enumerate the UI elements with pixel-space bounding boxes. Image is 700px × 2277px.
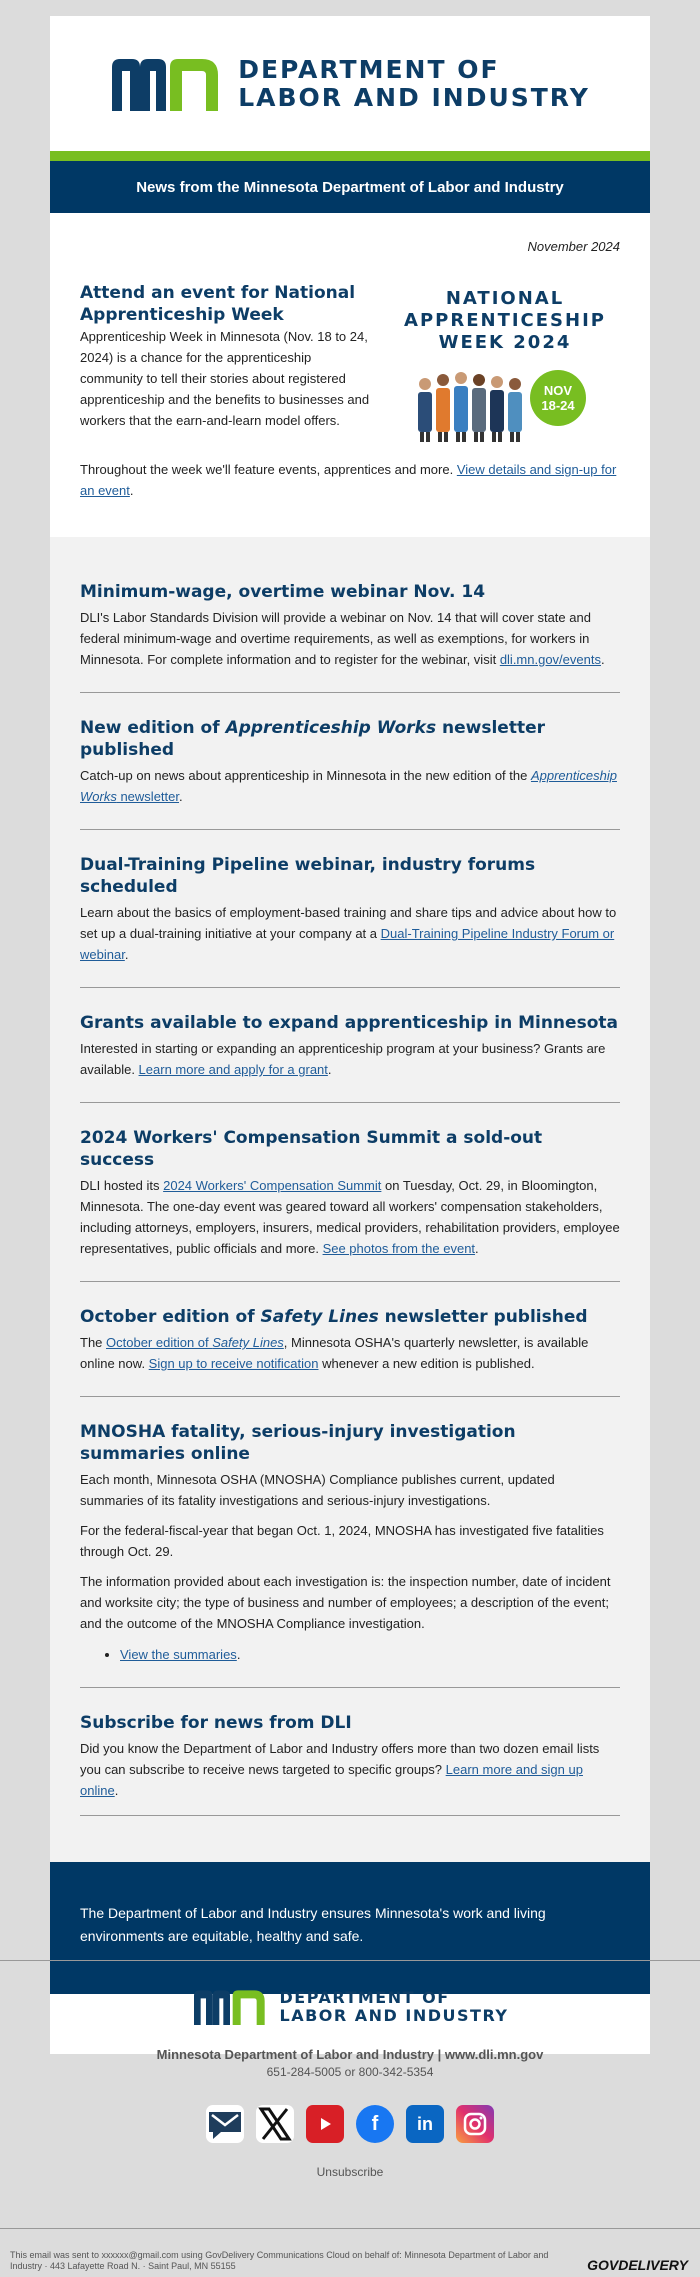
logo-line-1: DEPARTMENT OF xyxy=(238,54,500,84)
issue-date: November 2024 xyxy=(527,239,620,254)
list-item: • View the summaries. xyxy=(120,1644,620,1665)
mn-logo-icon xyxy=(110,57,222,111)
grant-apply-link[interactable]: Learn more and apply for a grant xyxy=(138,1062,328,1077)
wage-title: Minimum-wage, overtime webinar Nov. 14 xyxy=(80,582,486,602)
wage-webinar-section: Minimum-wage, overtime webinar Nov. 14 DLI's Labor Standards Division will provide a webinar on Nov. 14 that will cover state and federal minimum-wage and overtime requirements, as well as exemptions, for workers in Minnesota. For complete information and to register for the webinar, visit dli.mn.gov/events. xyxy=(80,581,620,693)
linkedin-icon[interactable]: in xyxy=(406,2105,444,2143)
mission-statement: The Department of Labor and Industry ensures Minnesota's work and living environments are equitable, healthy and safe. xyxy=(50,1826,650,1994)
apprenticeship-week-graphic xyxy=(400,288,610,448)
aw-newsletter-link[interactable]: Apprenticeship Works newsletter xyxy=(80,768,617,804)
safety-lines-link[interactable]: October edition of Safety Lines xyxy=(106,1335,284,1350)
grants-title: Grants available to expand apprenticeship in Minnesota xyxy=(80,1013,618,1033)
notification-signup-link[interactable]: Sign up to receive notification xyxy=(148,1356,319,1371)
email-icon[interactable] xyxy=(206,2105,244,2143)
footer-logo-line-2: LABOR AND INDUSTRY xyxy=(279,2006,509,2025)
graphic-line-1: NATIONAL xyxy=(445,288,565,309)
footer xyxy=(0,1960,700,2179)
apprentices-illustration-icon xyxy=(410,364,530,444)
summit-section: 2024 Workers' Compensation Summit a sold-out success DLI hosted its 2024 Workers' Compensation Summit on Tuesday, Oct. 29, in Bloomington, Minnesota. The one-day event was geared toward all workers' compensation stakeholders, including attorneys, employers, insurers, medical providers, rehabilitation providers, employee representatives, public officials and more. See photos from the event. xyxy=(80,1127,620,1282)
mnosha-p1: Each month, Minnesota OSHA (MNOSHA) Compliance publishes current, updated summaries of its fatality investigations and serious-injury investigations. xyxy=(80,1472,555,1508)
apprenticeship-works-section: New edition of Apprenticeship Works newsletter published Catch-up on news about apprenticeship in Minnesota in the new edition of the Apprenticeship Works newsletter. xyxy=(80,717,620,830)
dual-training-section: Dual-Training Pipeline webinar, industry forums scheduled Learn about the basics of employment-based training and share tips and advice about how to set up a dual-training initiative at your company at a Dual-Training Pipeline Industry Forum or webinar. xyxy=(80,854,620,988)
graphic-line-2: APPRENTICESHIP xyxy=(404,310,606,331)
mnosha-p2: For the federal-fiscal-year that began Oct. 1, 2024, MNOSHA has investigated five fatalities through Oct. 29. xyxy=(80,1523,604,1559)
dual-title: Dual-Training Pipeline webinar, industry forums scheduled xyxy=(80,855,536,897)
subscribe-link[interactable]: Learn more and sign up online xyxy=(80,1762,583,1798)
footer-phone: 651-284-5005 or 800-342-5354 xyxy=(266,2065,434,2079)
facebook-icon[interactable]: f xyxy=(356,2105,394,2143)
aw-title: New edition of Apprenticeship Works newsletter published xyxy=(80,718,545,760)
mnosha-section xyxy=(80,1421,620,1688)
subscribe-section: Subscribe for news from DLI Did you know the Department of Labor and Industry offers more than two dozen email lists you can subscribe to receive news targeted to specific groups? Learn more and sign up online. xyxy=(80,1712,620,1816)
subscribe-title: Subscribe for news from DLI xyxy=(80,1713,352,1733)
footer-org: Minnesota Department of Labor and Industry | www.dli.mn.gov xyxy=(156,2047,544,2062)
graphic-heading xyxy=(400,288,610,354)
graphic-line-3: WEEK 2024 xyxy=(438,332,572,353)
social-links xyxy=(0,2105,700,2143)
legal-notice: This email was sent to xxxxxx@gmail.com using GovDelivery Communications Cloud on behalf of: Minnesota Department of Labor and Industry · 443 Lafayette Road N. · Saint Paul, MN 55155 xyxy=(10,2250,549,2271)
mn-logo-icon xyxy=(192,1989,268,2025)
department-name xyxy=(238,56,590,112)
banner: News from the Minnesota Department of Labor and Industry xyxy=(50,161,650,213)
safety-title: October edition of Safety Lines newsletter published xyxy=(80,1307,588,1327)
green-divider xyxy=(50,151,650,161)
instagram-icon[interactable] xyxy=(456,2105,494,2143)
apprenticeship-body: Apprenticeship Week in Minnesota (Nov. 18 to 24, 2024) is a chance for the apprenticeship community to tell their stories about registered apprenticeship and the benefits to businesses and workers that the earn-and-learn model offers. xyxy=(80,329,370,428)
apprenticeship-feature xyxy=(50,254,650,459)
mnosha-title: MNOSHA fatality, serious-injury investigation summaries online xyxy=(80,1422,516,1464)
x-twitter-icon[interactable] xyxy=(256,2105,294,2143)
news-sections xyxy=(50,537,650,1826)
event-signup-link[interactable]: View details and sign-up for an event xyxy=(80,462,617,498)
mnosha-p3: The information provided about each investigation is: the inspection number, date of incident and worksite city; the type of business and number of employees; a description of the event; and the outcome of the MNOSHA Compliance investigation. xyxy=(80,1574,611,1631)
badge-month: NOV xyxy=(543,383,573,398)
govdelivery-logo[interactable]: GOVDELIVERY xyxy=(587,2257,688,2273)
events-link[interactable]: dli.mn.gov/events xyxy=(499,652,601,667)
safety-lines-section: October edition of Safety Lines newsletter published The October edition of Safety Lines, Minnesota OSHA's quarterly newsletter, is available online now. Sign up to receive notification whenever a new edition is published. xyxy=(80,1306,620,1397)
badge-days: 18-24 xyxy=(541,398,575,413)
summit-link[interactable]: 2024 Workers' Compensation Summit xyxy=(163,1178,382,1193)
footer-logo-line-1: DEPARTMENT OF xyxy=(279,1988,450,2007)
summit-title: 2024 Workers' Compensation Summit a sold-out success xyxy=(80,1128,543,1170)
view-summaries-link[interactable]: View the summaries xyxy=(120,1647,237,1662)
logo-line-2: LABOR AND INDUSTRY xyxy=(238,82,590,112)
summit-photos-link[interactable]: See photos from the event xyxy=(322,1241,476,1256)
grants-section: Grants available to expand apprenticeship in Minnesota Interested in starting or expanding an apprenticeship program at your business? Grants are available. Learn more and apply for a grant. xyxy=(80,1012,620,1103)
dual-training-link[interactable]: Dual-Training Pipeline Industry Forum or webinar xyxy=(80,926,615,962)
footer-logo[interactable] xyxy=(0,1989,700,2025)
unsubscribe-link[interactable]: Unsubscribe xyxy=(316,2165,384,2179)
youtube-icon[interactable] xyxy=(306,2105,344,2143)
date-badge xyxy=(530,370,586,426)
apprenticeship-followup: Throughout the week we'll feature events, apprentices and more. View details and sign-up for an event. xyxy=(80,462,617,498)
newsletter-card xyxy=(50,16,650,2054)
apprenticeship-title: Attend an event for National Apprenticeship Week xyxy=(80,283,356,325)
header-logo[interactable] xyxy=(50,16,650,151)
